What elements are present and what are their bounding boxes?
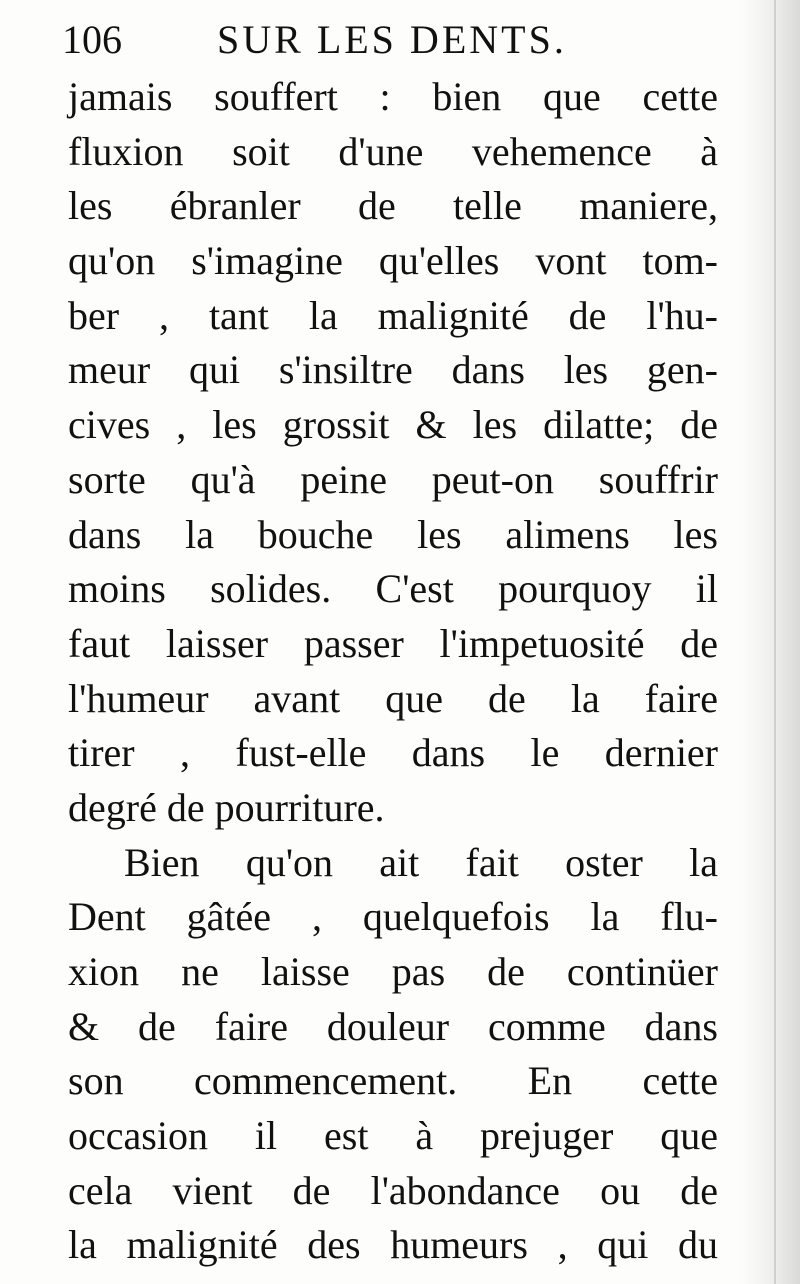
text-line: occasion il est à prejuger que <box>68 1113 718 1159</box>
text-line: Dent gâtée , quelquefois la flu- <box>68 894 718 940</box>
running-head: SUR LES DENTS. <box>217 17 567 62</box>
text-line: faut laisser passer l'impetuosité de <box>68 620 718 666</box>
text-line: fluxion soit d'une vehemence à <box>68 128 718 174</box>
page-number: 106 <box>62 17 122 62</box>
body-text <box>68 70 718 1273</box>
text-line: cives , les grossit & les dilatte; de <box>68 402 718 448</box>
page-header <box>62 10 742 70</box>
text-line: son commencement. En cette <box>68 1058 718 1104</box>
paragraph-end-line: degré de pourriture. <box>68 784 385 830</box>
paragraph-start-line: Bien qu'on ait fait oster la <box>124 839 718 885</box>
text-line: tirer , fust-elle dans le dernier <box>68 730 718 776</box>
text-line: la malignité des humeurs , qui du <box>68 1222 718 1268</box>
text-line: xion ne laisse pas de continüer <box>68 949 718 994</box>
text-line: moins solides. C'est pourquoy il <box>68 566 718 612</box>
text-line: dans la bouche les alimens les <box>68 511 718 557</box>
text-line: cela vient de l'abondance ou de <box>68 1167 718 1213</box>
text-line: sorte qu'à peine peut-on souffrir <box>68 456 718 502</box>
text-line: les ébranler de telle maniere, <box>68 183 718 229</box>
page-edge-line <box>774 0 776 1284</box>
text-line: qu'on s'imagine qu'elles vont tom- <box>68 238 718 284</box>
text-line: & de faire douleur comme dans <box>68 1003 718 1049</box>
text-line: jamais souffert : bien que cette <box>68 74 718 119</box>
page-edge-shadow <box>740 0 800 1284</box>
text-line: l'humeur avant que de la faire <box>68 675 718 721</box>
text-line: meur qui s'insiltre dans les gen- <box>68 347 718 393</box>
text-line: ber , tant la malignité de l'hu- <box>68 292 718 338</box>
